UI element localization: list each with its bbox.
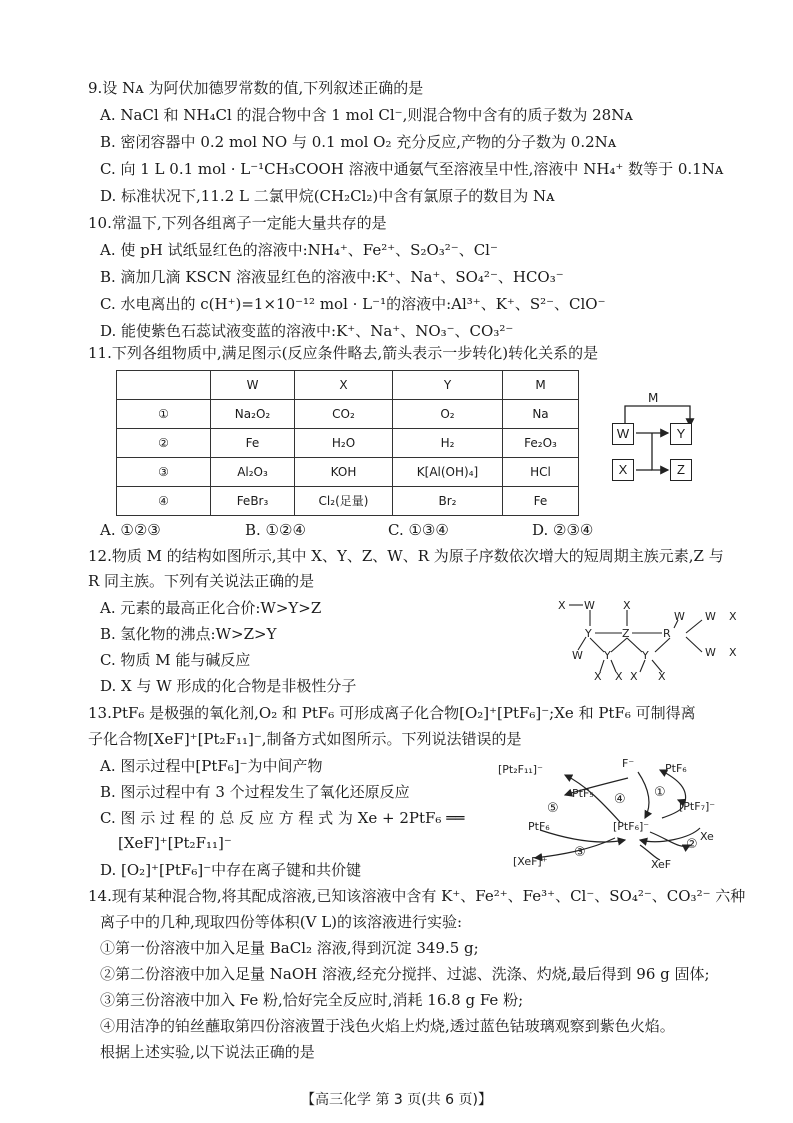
q14-step-1: ①第一份溶液中加入足量 BaCl₂ 溶液,得到沉淀 349.5 g; <box>100 939 479 957</box>
table-cell: Al₂O₃ <box>211 458 295 487</box>
q9-option-a: A. NaCl 和 NH₄Cl 的混合物中含 1 mol Cl⁻,则混合物中含有的质子数为 28Nᴀ <box>100 106 633 124</box>
q13-option-c-cont: [XeF]⁺[Pt₂F₁₁]⁻ <box>118 834 232 852</box>
table-cell: Cl₂(足量) <box>295 487 393 516</box>
q12-option-b: B. 氢化物的沸点:W>Z>Y <box>100 625 277 643</box>
q13-option-c: C. 图 示 过 程 的 总 反 应 方 程 式 为 Xe + 2PtF₆ ══ <box>100 809 465 827</box>
q13-stem-line2: 子化合物[XeF]⁺[Pt₂F₁₁]⁻,制备方式如图所示。下列说法错误的是 <box>88 730 522 748</box>
q12-option-a: A. 元素的最高正化合价:W>Y>Z <box>100 599 322 617</box>
table-cell: KOH <box>295 458 393 487</box>
table-cell: ① <box>117 400 211 429</box>
q10-option-a: A. 使 pH 试纸显红色的溶液中:NH₄⁺、Fe²⁺、S₂O₃²⁻、Cl⁻ <box>100 241 498 259</box>
table-header-cell: Y <box>393 371 503 400</box>
label-ptf7: [PtF₇]⁻ <box>679 800 716 813</box>
svg-text:R: R <box>663 627 671 640</box>
q11-stem: 11.下列各组物质中,满足图示(反应条件略去,箭头表示一步转化)转化关系的是 <box>88 344 599 362</box>
q13-stem-line1: 13.PtF₆ 是极强的氧化剂,O₂ 和 PtF₆ 可形成离子化合物[O₂]⁺[PtF₆]⁻;Xe 和 PtF₆ 可制得离 <box>88 704 696 722</box>
label-ptf6-left: PtF₆ <box>528 820 550 833</box>
q13-option-a: A. 图示过程中[PtF₆]⁻为中间产物 <box>100 757 323 775</box>
svg-text:W: W <box>584 599 595 612</box>
svg-text:Z: Z <box>622 627 630 640</box>
table-cell: Fe <box>211 429 295 458</box>
table-row <box>117 487 579 516</box>
q9-stem: 9.设 Nᴀ 为阿伏加德罗常数的值,下列叙述正确的是 <box>88 79 424 97</box>
q13-option-b: B. 图示过程中有 3 个过程发生了氧化还原反应 <box>100 783 410 801</box>
table-cell: HCl <box>503 458 579 487</box>
step-5-label: ⑤ <box>547 801 559 816</box>
table-row <box>117 400 579 429</box>
svg-text:Y: Y <box>642 649 649 662</box>
table-header-cell: M <box>503 371 579 400</box>
q14-step-4: ④用洁净的铂丝蘸取第四份溶液置于浅色火焰上灼烧,透过蓝色钴玻璃观察到紫色火焰。 <box>100 1017 675 1035</box>
svg-text:W: W <box>705 610 716 623</box>
table-cell: H₂O <box>295 429 393 458</box>
table-header-cell: W <box>211 371 295 400</box>
q9-option-d: D. 标准状况下,11.2 L 二氯甲烷(CH₂Cl₂)中含有氯原子的数目为 Nᴀ <box>100 187 555 205</box>
table-cell: Na₂O₂ <box>211 400 295 429</box>
q12-option-d: D. X 与 W 形成的化合物是非极性分子 <box>100 677 357 695</box>
table-cell: Na <box>503 400 579 429</box>
q10-option-c: C. 水电离出的 c(H⁺)=1×10⁻¹² mol · L⁻¹的溶液中:Al³⁺、K⁺、S²⁻、ClO⁻ <box>100 295 606 313</box>
table-cell: K[Al(OH)₄] <box>393 458 503 487</box>
step-2-label: ② <box>686 837 698 852</box>
q10-stem: 10.常温下,下列各组离子一定能大量共存的是 <box>88 214 387 232</box>
label-ptf6-center: [PtF₆]⁻ <box>613 820 650 833</box>
q14-stem-line2: 离子中的几种,现取四份等体积(V L)的该溶液进行实验: <box>100 913 463 931</box>
q11-choice-b: B. ①②④ <box>245 521 306 539</box>
table-cell: Fe₂O₃ <box>503 429 579 458</box>
diagram-box-x: X <box>612 459 634 481</box>
svg-text:W: W <box>705 646 716 659</box>
svg-text:X: X <box>558 599 566 612</box>
page-footer: 【高三化学 第 3 页(共 6 页)】 <box>301 1092 492 1108</box>
step-4-label: ④ <box>614 792 626 807</box>
svg-text:W: W <box>674 610 685 623</box>
q14-stem-line1: 14.现有某种混合物,将其配成溶液,已知该溶液中含有 K⁺、Fe²⁺、Fe³⁺、Cl⁻、SO₄²⁻、CO₃²⁻ 六种 <box>88 887 746 905</box>
table-cell: O₂ <box>393 400 503 429</box>
diagram-box-y: Y <box>670 423 692 445</box>
label-xef-cation: [XeF]⁺ <box>513 855 548 868</box>
q12-option-c: C. 物质 M 能与碱反应 <box>100 651 251 669</box>
q12-stem-line1: 12.物质 M 的结构如图所示,其中 X、Y、Z、W、R 为原子序数依次增大的短周期主族元素,Z 与 <box>88 547 724 565</box>
table-row <box>117 458 579 487</box>
diagram-box-w: W <box>612 423 634 445</box>
step-1-label: ① <box>654 785 666 800</box>
label-ptf5: PtF₅ <box>572 787 594 800</box>
q11-choice-a: A. ①②③ <box>100 521 161 539</box>
svg-text:W: W <box>572 649 583 662</box>
svg-text:X: X <box>594 670 602 683</box>
svg-text:Y: Y <box>604 649 611 662</box>
svg-text:X: X <box>658 670 666 683</box>
q9-option-c: C. 向 1 L 0.1 mol · L⁻¹CH₃COOH 溶液中通氨气至溶液呈中性,溶液中 NH₄⁺ 数等于 0.1Nᴀ <box>100 160 724 178</box>
svg-text:X: X <box>623 599 631 612</box>
diagram-label-m: M <box>648 391 659 405</box>
q14-step-2: ②第二份溶液中加入足量 NaOH 溶液,经充分搅拌、过滤、洗涤、灼烧,最后得到 96 g 固体; <box>100 965 710 983</box>
svg-text:X: X <box>729 646 737 659</box>
table-cell: ④ <box>117 487 211 516</box>
label-ptf6-top: PtF₆ <box>665 762 687 775</box>
table-cell: Fe <box>503 487 579 516</box>
q13-option-d: D. [O₂]⁺[PtF₆]⁻中存在离子键和共价键 <box>100 861 362 879</box>
q11-table <box>116 370 579 516</box>
q10-option-b: B. 滴加几滴 KSCN 溶液显红色的溶液中:K⁺、Na⁺、SO₄²⁻、HCO₃⁻ <box>100 268 564 286</box>
table-cell: CO₂ <box>295 400 393 429</box>
q11-choice-c: C. ①③④ <box>388 521 449 539</box>
q9-option-b: B. 密闭容器中 0.2 mol NO 与 0.1 mol O₂ 充分反应,产物的分子数为 0.2Nᴀ <box>100 133 617 151</box>
q14-step-3: ③第三份溶液中加入 Fe 粉,恰好完全反应时,消耗 16.8 g Fe 粉; <box>100 991 524 1009</box>
q14-tail: 根据上述实验,以下说法正确的是 <box>100 1043 315 1061</box>
label-f: F⁻ <box>622 757 635 770</box>
q11-choice-d: D. ②③④ <box>532 521 594 539</box>
table-cell: ② <box>117 429 211 458</box>
step-3-label: ③ <box>574 845 586 860</box>
svg-text:X: X <box>630 670 638 683</box>
table-header-cell: X <box>295 371 393 400</box>
table-header-cell <box>117 371 211 400</box>
table-cell: Br₂ <box>393 487 503 516</box>
label-pt2f11: [Pt₂F₁₁]⁻ <box>498 763 543 776</box>
table-cell: H₂ <box>393 429 503 458</box>
q10-option-d: D. 能使紫色石蕊试液变蓝的溶液中:K⁺、Na⁺、NO₃⁻、CO₃²⁻ <box>100 322 514 340</box>
q12-stem-line2: R 同主族。下列有关说法正确的是 <box>88 572 315 590</box>
diagram-box-z: Z <box>670 459 692 481</box>
svg-text:X: X <box>615 670 623 683</box>
table-header-row <box>117 371 579 400</box>
table-cell: FeBr₃ <box>211 487 295 516</box>
label-xe: Xe <box>700 830 714 843</box>
table-cell: ③ <box>117 458 211 487</box>
label-xef: XeF <box>651 858 672 871</box>
svg-text:X: X <box>729 610 737 623</box>
svg-text:Y: Y <box>585 627 592 640</box>
table-row <box>117 429 579 458</box>
